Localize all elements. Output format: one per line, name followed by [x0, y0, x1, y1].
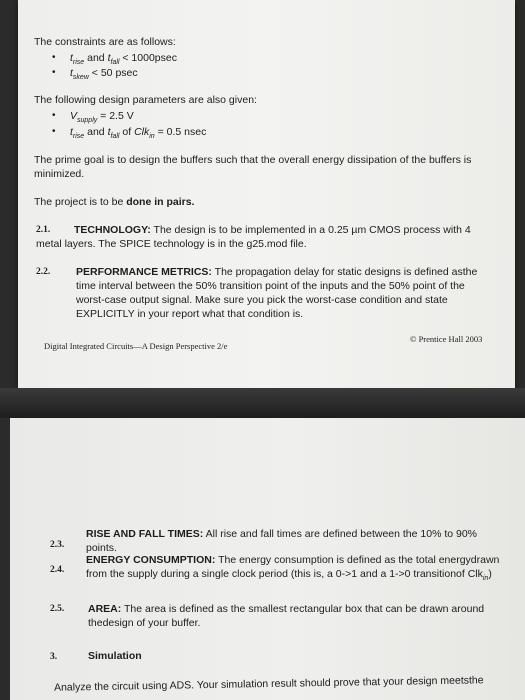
section-number: 2.1. — [36, 225, 51, 235]
section-number: 2.2. — [36, 267, 51, 277]
simulation-text: Analyze the circuit using ADS. Your simulation result should prove that your design meetsthe — [53, 674, 484, 694]
bullet-icon: • — [52, 110, 56, 121]
section-energy-line-2: from the supply during a single clock period (this is, a 0->1 and a 1->0 transitionof Clk$_{in}$) — [86, 568, 492, 583]
bullet-icon: • — [52, 67, 56, 78]
section-number: 3. — [50, 652, 58, 662]
params-heading: The following design parameters are also given: — [34, 94, 257, 106]
section-energy-line-1: ENERGY CONSUMPTION: The energy consumption is defined as the total energydrawn — [86, 554, 500, 566]
section-performance-line-3: worst-case output signal. Make sure you pick the worst-case condition and state — [76, 294, 448, 306]
goal-line-1: The prime goal is to design the buffers such that the overall energy dissipation of the buffers is — [34, 154, 472, 166]
section-technology-line-1: TECHNOLOGY: The design is to be implemented in a 0.25 µm CMOS process with 4 — [74, 224, 471, 236]
section-number: 2.3. — [50, 540, 65, 550]
param-clk-rise-fall: $t_{rise}$ and $t_{fall}$ of Clk$_{in}$ = 0.5 nsec — [70, 126, 207, 141]
section-number: 2.4. — [50, 565, 65, 575]
section-area-line-1: AREA: The area is defined as the smallest rectangular box that can be drawn around — [88, 603, 485, 615]
bullet-icon: • — [52, 52, 56, 63]
footer-left: Digital Integrated Circuits—A Design Perspective 2/e — [44, 341, 228, 351]
bullet-icon: • — [52, 126, 56, 137]
constraint-skew: $t_{skew} < 50$ psec — [70, 67, 138, 82]
page-gap — [0, 388, 525, 418]
document-page-2 — [10, 418, 525, 700]
section-area-line-2: thedesign of your buffer. — [88, 617, 201, 629]
section-technology-line-2: metal layers. The SPICE technology is in the g25.mod file. — [36, 238, 307, 250]
section-performance-line-1: PERFORMANCE METRICS: The propagation delay for static designs is defined asthe — [76, 266, 478, 278]
constraint-rise-fall: $t_{rise}$ and $t_{fall} < 1000psec$ — [70, 52, 177, 67]
project-pairs: The project is to be done in pairs. — [34, 196, 195, 208]
section-rise-fall-line-1: RISE AND FALL TIMES: All rise and fall times are defined between the 10% to 90% — [86, 528, 478, 540]
section-performance-line-2: time interval between the 50% transition point of the inputs and the 50% point of the — [76, 280, 465, 292]
footer-right: © Prentice Hall 2003 — [410, 334, 483, 344]
goal-line-2: minimized. — [34, 168, 85, 180]
section-performance-line-4: EXPLICITLY in your report what that condition is. — [76, 308, 304, 320]
document-page-1 — [18, 0, 515, 388]
param-vsupply: $V_{supply} = 2.5$ V — [70, 110, 134, 125]
constraints-heading: The constraints are as follows: — [34, 36, 176, 48]
section-rise-fall-line-2: points. — [86, 542, 117, 554]
simulation-heading: Simulation — [88, 650, 142, 662]
section-number: 2.5. — [50, 604, 65, 614]
